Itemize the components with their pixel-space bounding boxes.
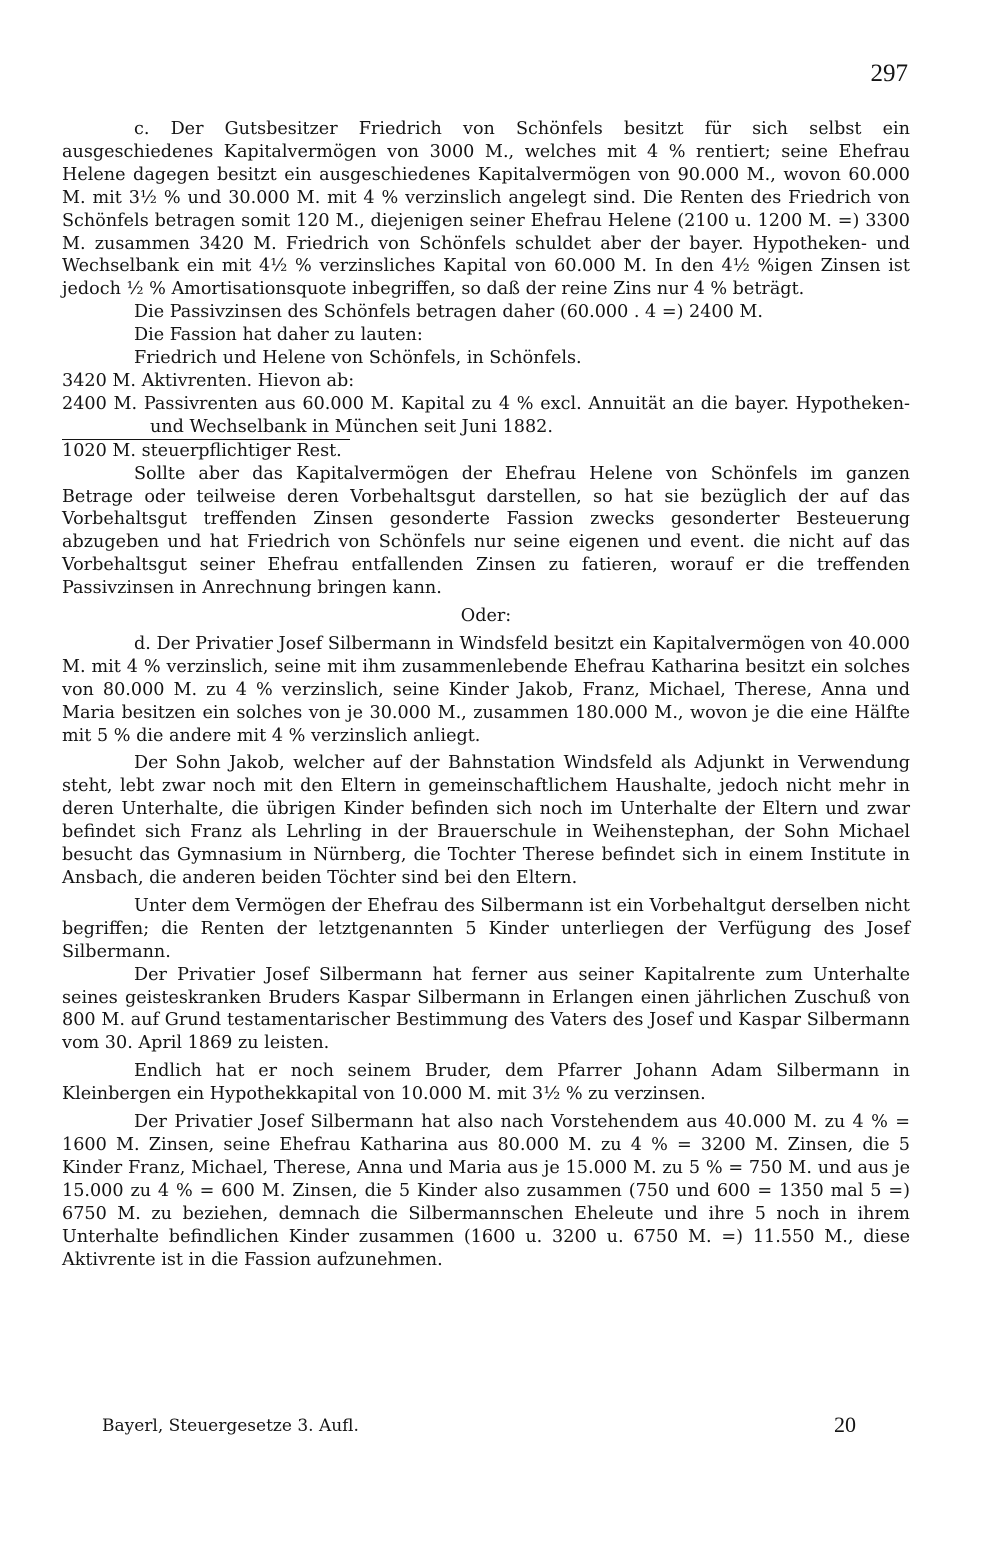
- footer-sheet-number: 20: [834, 1412, 856, 1437]
- page-body: [62, 118, 910, 1271]
- paragraph-example-d: d. Der Privatier Josef Silbermann in Windsfeld besitzt ein Kapitalvermögen von 40.000 M. mit 4 % verzinslich, seine mit ihm zusammenlebende Ehefrau Katharina besitzt ein solches von 80.000 M. zu 4 % verzinslich, seine Kinder Jakob, Franz, Michael, Therese, Anna und Maria besitzen ein solches von je 30.000 M., zusammen 180.000 M., wovon je die eine Hälfte mit 5 % die andere mit 4 % verzinslich anliegt.: [62, 633, 910, 746]
- footer-signature: Bayerl, Steuergesetze 3. Aufl.: [102, 1416, 359, 1436]
- paragraph-berechnung: Der Privatier Josef Silbermann hat also nach Vorstehendem aus 40.000 M. zu 4 % = 1600 M. Zinsen, seine Ehefrau Katharina aus 80.000 M. zu 4 % = 3200 M. Zinsen, die 5 Kinder Franz, Michael, Therese, Anna und Maria aus je 15.000 M. zu 5 % = 750 M. und aus je 15.000 zu 4 % = 600 M. Zinsen, die 5 Kinder also zusammen (750 und 600 = 1350 mal 5 =) 6750 M. zu beziehen, demnach die Silbermannschen Eheleute und ihre 5 noch in ihrem Unterhalte befindlichen Kinder zusammen (1600 u. 3200 u. 6750 M. =) 11.550 M., diese Aktivrente ist in die Fassion aufzunehmen.: [62, 1112, 910, 1270]
- fassion-line-rest: 1020 M. steuerpflichtiger Rest.: [62, 439, 350, 463]
- paragraph-unterhalt-bruder: Der Privatier Josef Silbermann hat ferner aus seiner Kapitalrente zum Unterhalte seines geisteskranken Bruders Kaspar Silbermann in Erlangen einen jährlichen Zuschuß von 800 M. auf Grund testamentarischer Bestimmung des Vaters des Josef und Kaspar Silbermann vom 30. April 1869 zu leisten.: [62, 964, 910, 1054]
- paragraph-passivzinsen: Die Passivzinsen des Schönfels betragen daher (60.000 . 4 =) 2400 M.: [134, 302, 764, 323]
- fassion-line-passivrenten: 2400 M. Passivrenten aus 60.000 M. Kapital zu 4 % excl. Annuität an die bayer. Hypotheken- und Wechselbank in München seit Juni 1882.: [62, 393, 910, 437]
- heading-oder: Oder:: [460, 606, 512, 627]
- paragraph-fassion-intro: Die Fassion hat daher zu lauten:: [134, 325, 423, 346]
- paragraph-fassion-names: Friedrich und Helene von Schönfels, in Schönfels.: [134, 348, 582, 369]
- paragraph-vorbehaltsgut: Sollte aber das Kapitalvermögen der Ehefrau Helene von Schönfels im ganzen Betrage oder teilweise deren Vorbehaltsgut darstellen, so hat sie bezüglich der auf das Vorbehaltsgut treffenden Zinsen gesonderte Fassion zwecks gesonderter Besteuerung abzugeben und hat Friedrich von Schönfels nur seine eigenen und event. die nicht auf das Vorbehaltsgut seiner Ehefrau entfallenden Zinsen zu fatieren, worauf er die treffenden Passivzinsen in Anrechnung bringen kann.: [62, 463, 910, 599]
- paragraph-example-c: c. Der Gutsbesitzer Friedrich von Schönfels besitzt für sich selbst ein ausgeschiedenes Kapitalvermögen von 3000 M., welches mit 4 % rentiert; seine Ehefrau Helene dagegen besitzt ein ausgeschiedenes Kapitalvermögen von 90.000 M., wovon 60.000 M. mit 3½ % und 30.000 M. mit 4 % verzinslich angelegt sind. Die Renten des Friedrich von Schönfels betragen somit 120 M., diejenigen seiner Ehefrau Helene (2100 u. 1200 M. =) 3300 M. zusammen 3420 M. Friedrich von Schönfels schuldet aber der bayer. Hypotheken- und Wechselbank ein mit 4½ % verzinsliches Kapital von 60.000 M. In den 4½ %igen Zinsen ist jedoch ½ % Amortisationsquote inbegriffen, so daß der reine Zins nur 4 % beträgt.: [62, 119, 910, 300]
- page-number: 297: [870, 60, 908, 87]
- paragraph-vermoegen-ehefrau: Unter dem Vermögen der Ehefrau des Silbermann ist ein Vorbehaltgut derselben nicht begriffen; die Renten der letztgenannten 5 Kinder unterliegen der Verfügung des Josef Silbermann.: [62, 895, 910, 962]
- paragraph-sohn-jakob: Der Sohn Jakob, welcher auf der Bahnstation Windsfeld als Adjunkt in Verwendung steht, lebt zwar noch mit den Eltern in gemeinschaftlichem Haushalte, jedoch nicht mehr in deren Unterhalte, die übrigen Kinder befinden sich noch im Unterhalte der Eltern und zwar befindet sich Franz als Lehrling in der Brauerschule in Weihenstephan, der Sohn Michael besucht das Gymnasium in Nürnberg, die Tochter Therese befindet sich in einem Institute in Ansbach, die anderen beiden Töchter sind bei den Eltern.: [62, 753, 910, 888]
- paragraph-hypothekkapital: Endlich hat er noch seinem Bruder, dem Pfarrer Johann Adam Silbermann in Kleinbergen ein Hypothekkapital von 10.000 M. mit 3½ % zu verzinsen.: [62, 1061, 910, 1105]
- fassion-line-aktivrenten: 3420 M. Aktivrenten. Hievon ab:: [62, 370, 355, 391]
